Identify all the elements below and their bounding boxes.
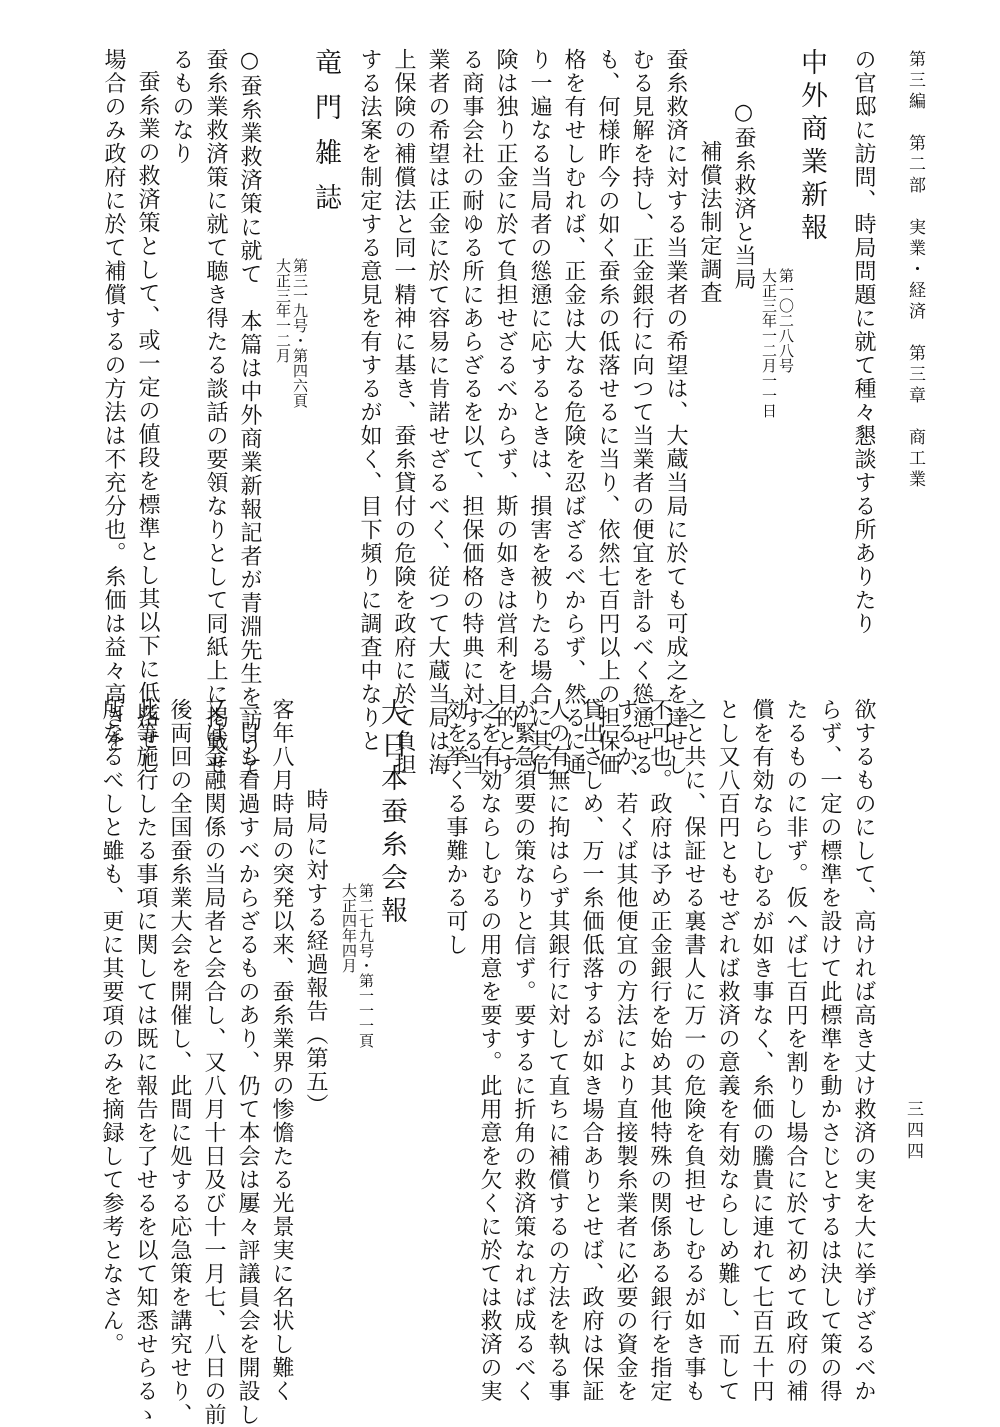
dainihon-title: 大日本蚕糸会報 (376, 698, 407, 929)
dainihon-line-3: 又は金融関係の当局者と会合し、又八月十日及び十一月七、八日の前 (201, 698, 226, 1427)
ryumon-line-1: ○蚕糸業救済策に就て 本篇は中外商業新報記者が青淵先生を訪うて (237, 48, 262, 780)
intro-line: の官邸に訪問、時局問題に就て種々懇談する所ありたり (851, 48, 876, 636)
chugai-headline: ○蚕糸救済と当局 (731, 100, 756, 291)
dainihon-line-6: 所なるべしと雖も、更に其要項のみを摘録して参考となさん。 (99, 698, 124, 1356)
dainihon-line-1: 客年八月時局の突発以来、蚕糸業界の惨憺たる光景実に名状し難く (269, 698, 294, 1403)
cont-line-11: が緊急須要の策なりと信ず。要するに折角の救済策なれば成るべく (511, 698, 536, 1403)
ryumon-title: 竜門雑誌 (310, 48, 341, 228)
dainihon-issue-date: 大正四年四月 (340, 883, 358, 973)
chugai-line-5: り一遍なる当局者の慫慂に応するときは、損害を被りたる場合に其危 (527, 48, 552, 777)
cont-line-1: 欲するものにして、高ければ高き丈け救済の実を大に挙げざるべか (851, 698, 876, 1403)
cont-line-8: するか、若くば其他便宜の方法により直接製糸業者に必要の資金を (613, 698, 638, 1403)
chugai-line-2: むる見解を持し、正金銀行に向つて当業者の便宜を計るべく慫慂せる (629, 48, 654, 777)
chugai-line-6: 険は独り正金に於て負担せざるべからず、斯の如きは営利を目的とす (493, 48, 518, 777)
page-number-text: 三四四 (903, 1100, 923, 1163)
dainihon-headline: 時局に対する経過報告（第五） (303, 788, 328, 1117)
cont-line-6: 之と共に、保証せる裏書人に万一の危険を負担せしむるが如き事も (681, 698, 706, 1403)
cont-line-3: たるものに非ず。仮へば七百円を割りし場合に於て初めて政府の補 (783, 698, 808, 1403)
chugai-line-3: も、何様昨今の如く蚕糸の低落せるに当り、依然七百円以上の担保価 (595, 48, 620, 777)
ryumon-line-4: 蚕糸業の救済策として、或一定の値段を標準とし其以下に低落せし (135, 70, 160, 775)
chugai-issue-no: 第一〇二八八号 (777, 268, 795, 373)
running-header-text: 第三編 第二部 実業・経済 第三章 商工業 (905, 50, 925, 491)
cont-line-4: 償を有効ならしむるが如き事なく、糸価の騰貴に連れて七百五十円 (749, 698, 774, 1403)
chugai-line-9: 上保険の補償法と同一精神に基き、蚕糸貸付の危険を政府に於て負担 (391, 48, 416, 777)
chugai-line-8: 業者の希望は正金に於て容易に肯諾せざるべく、従つて大蔵当局は海 (425, 48, 450, 777)
ryumon-line-3: るものなり (169, 48, 194, 166)
page-number (896, 1100, 930, 1163)
chugai-issue (777, 268, 794, 648)
cont-line-2: らず、一定の標準を設けて此標準を動かさじとするは決して策の得 (817, 698, 842, 1403)
bottom-section (94, 698, 880, 1427)
chugai-line-1: 蚕糸救済に対する当業者の希望は、大蔵当局に於ても可成之を達せし (663, 48, 688, 777)
chugai-issue-date: 大正三年一二月一一日 (760, 268, 778, 418)
cont-line-7: 不可也。政府は予め正金銀行を始め其他特殊の関係ある銀行を指定 (647, 698, 672, 1403)
dainihon-line-5: 此等施行したる事項に関しては既に報告を了せるを以て知悉せらるゝ (133, 698, 158, 1427)
ryumon-issue-date: 大正三年一二月 (274, 258, 292, 363)
cont-line-9: 貸出さしめ、万一糸価低落するが如き場合ありとせば、政府は保証 (579, 698, 604, 1403)
dainihon-line-4: 後両回の全国蚕糸業大会を開催し、此間に処する応急策を講究せり、 (167, 698, 192, 1427)
chugai-subheadline: 補償法制定調査 (697, 140, 722, 305)
cont-line-5: とし又八百円ともせざれば救済の意義を有効ならしめ難し、而して (715, 698, 740, 1403)
running-header (898, 50, 932, 491)
chugai-line-4: 格を有せしむれば、正金は大なる危険を忍ばざるべからず、然るに通 (561, 48, 586, 777)
dainihon-issue-no: 第二七九号・第一一一頁 (357, 883, 375, 1048)
cont-line-10: 人の有無に拘はらず其銀行に対して直ちに補償するの方法を執る事 (545, 698, 570, 1403)
ryumon-line-2: 蚕糸業救済策に就て聴き得たる談話の要領なりとして同紙上に掲載せ (203, 48, 228, 777)
ryumon-line-5: 場合のみ政府に於て補償するの方法は不充分也。糸価は益々高きを (101, 48, 126, 753)
cont-line-13: 効を挙くる事難かる可し (443, 698, 468, 957)
dainihon-line-2: 一日も看過すべからざるものあり、仍て本会は屢々評議員会を開設し (235, 698, 260, 1427)
chugai-title: 中外商業新報 (796, 48, 827, 246)
chugai-line-7: る商事会社の耐ゆる所にあらざるを以て、担保価格の特典に対する当 (459, 48, 484, 777)
cont-line-12: 之を有効ならしむるの用意を要す。此用意を欠くに於ては救済の実 (477, 698, 502, 1403)
ryumon-issue-no: 第三一九号・第四六頁 (291, 258, 309, 408)
chugai-line-10: する法案を制定する意見を有するが如く、目下頻りに調査中なりと (357, 48, 382, 753)
top-section (96, 48, 880, 780)
